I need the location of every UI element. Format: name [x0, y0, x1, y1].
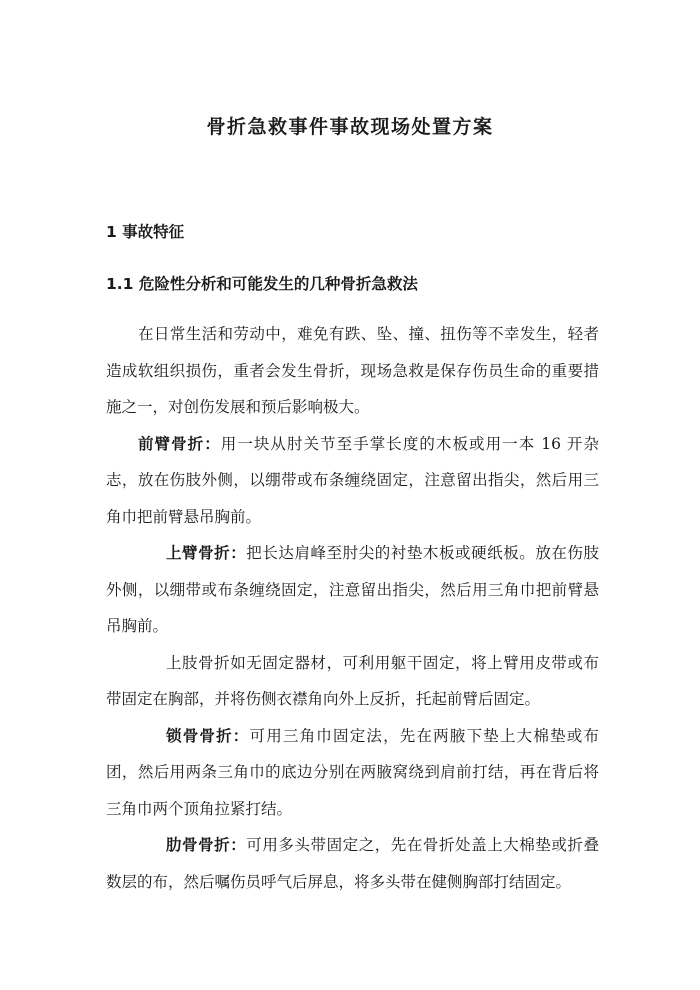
- paragraph-forearm: [106, 426, 599, 536]
- paragraph-upperlimb: 上肢骨折如无固定器材，可利用躯干固定，将上臂用皮带或布带固定在胸部，并将伤侧衣襟角向外上反折，托起前臂后固定。: [106, 653, 599, 708]
- section-heading-1-1: 1.1 危险性分析和可能发生的几种骨折急救法: [106, 275, 418, 293]
- document-title: 骨折急救事件事故现场处置方案: [206, 116, 494, 138]
- paragraph-intro: 在日常生活和劳动中，难免有跌、坠、撞、扭伤等不幸发生，轻者造成软组织损伤，重者会发生骨折，现场急救是保存伤员生命的重要措施之一，对创伤发展和预后影响极大。: [106, 325, 599, 416]
- clavicle-text: 可用三角巾固定法，先在两腋下垫上大棉垫或布团，然后用两条三角巾的底边分别在两腋窝绕到肩前打结，再在背后将三角巾两个顶角拉紧打结。: [106, 726, 599, 818]
- section-heading-1: 1 事故特征: [106, 223, 185, 241]
- rib-label: 肋骨骨折：: [166, 836, 247, 854]
- forearm-text: 用一块从肘关节至手掌长度的木板或用一本 16 开杂志，放在伤肢外侧，以绷带或布条缠绕固定，注意留出指尖，然后用三角巾把前臂悬吊胸前。: [106, 434, 599, 526]
- rib-text: 可用多头带固定之，先在骨折处盖上大棉垫或折叠数层的布，然后嘱伤员呼气后屏息，将多头带在健侧胸部打结固定。: [106, 836, 599, 891]
- document-body: [106, 316, 599, 900]
- paragraph-upperarm: [106, 535, 599, 645]
- paragraph-clavicle: [106, 718, 599, 828]
- upperarm-text: 把长达肩峰至肘尖的衬垫木板或硬纸板。放在伤肢外侧，以绷带或布条缠绕固定，注意留出指尖，然后用三角巾把前臂悬吊胸前。: [106, 544, 599, 635]
- upperarm-label: 上臂骨折：: [166, 544, 247, 562]
- clavicle-label: 锁骨骨折：: [166, 726, 250, 745]
- forearm-label: 前臂骨折：: [138, 434, 221, 453]
- paragraph-rib: [106, 827, 599, 900]
